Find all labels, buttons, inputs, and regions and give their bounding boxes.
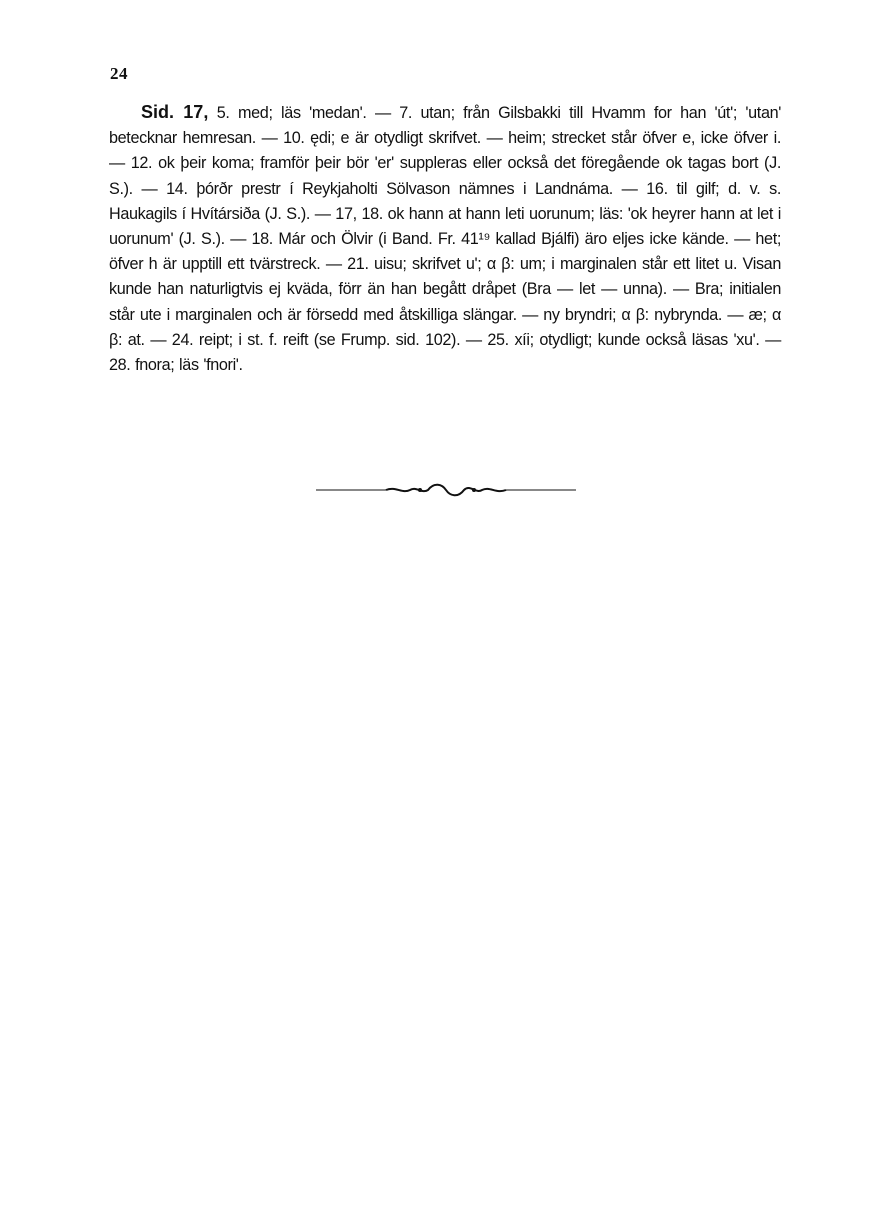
notes-paragraph <box>109 100 781 378</box>
page-number: 24 <box>110 64 128 83</box>
notes-text: 5. med; läs 'medan'. — 7. utan; från Gilsbakki till Hvamm for han 'út'; 'utan' betecknar hemresan. — 10. ędi; e är otydligt skrifvet. — heim; strecket står öfver e, icke öfver i. — 12. ok þeir koma; framför þeir bör 'er' suppleras eller också det föregående ok tagas bort (J. S.). — 14. þórðr prestr í Reykjaholti Sölvason nämnes i Landnáma. — 16. til gilf; d. v. s. Haukagils í Hvítársiða (J. S.). — 17, 18. ok hann at hann leti uorunum; läs: 'ok heyrer hann at let i uorunum' (J. S.). — 18. Már och Ölvir (i Band. Fr. 41¹⁹ kallad Bjálfi) äro eljes icke kände. — het; öfver h är upptill ett tvärstreck. — 21. uisu; skrifvet u'; α β: um; i marginalen står ett litet u. Visan kunde han naturligtvis ej kväda, förr än han begått dråpet (Bra — let — unna). — Bra; initialen står ute i marginalen och är försedd med åtskilliga slängar. — ny bryndri; α β: nybrynda. — æ; α β: at. — 24. reipt; i st. f. reift (se Frump. sid. 102). — 25. xíi; otydligt; kunde också läsas 'xu'. — 28. fnora; läs 'fnori'. <box>109 104 781 375</box>
ornament-divider <box>316 478 576 502</box>
ornament-flourish <box>386 485 506 496</box>
ornament-dot-right <box>472 488 476 492</box>
ornament-dot-left <box>418 488 422 492</box>
notes-lead: Sid. 17, <box>141 102 209 122</box>
